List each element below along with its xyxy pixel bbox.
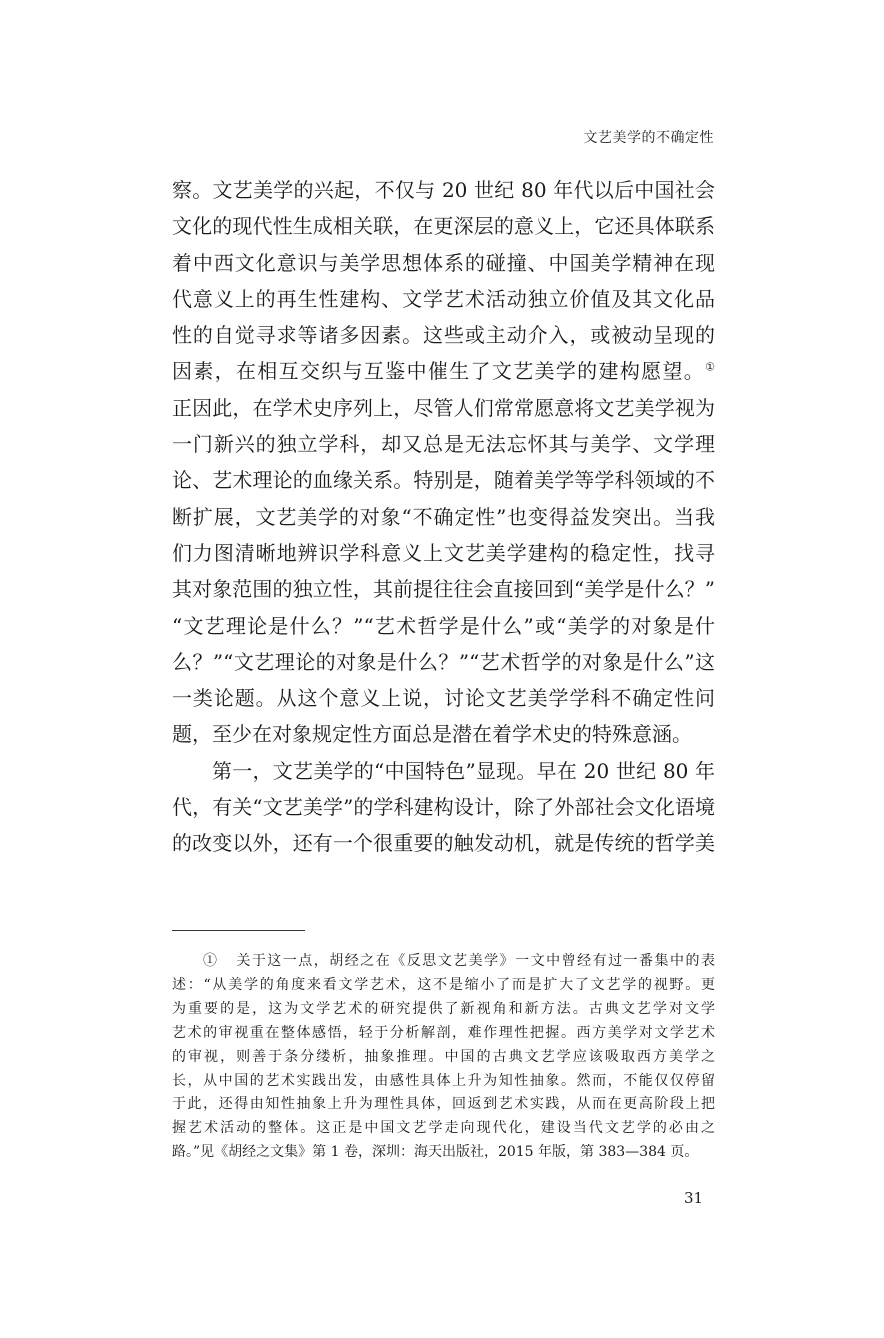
footnote-line: 艺术的审视重在整体感悟，轻于分析解剖，难作理性把握。西方美学对文学艺术 <box>172 1024 715 1041</box>
body-line: 题，至少在对象规定性方面总是潜在着学术史的特殊意涵。 <box>172 722 692 747</box>
footnote-line: 长，从中国的艺术实践出发，由感性具体上升为知性抽象。然而，不能仅仅停留 <box>172 1072 715 1089</box>
body-text <box>172 172 715 862</box>
footnote-line: 的审视，则善于条分缕析，抽象推理。中国的古典文艺学应该吸取西方美学之 <box>172 1048 715 1065</box>
footnote-line <box>172 950 715 974</box>
body-line: 性的自觉寻求等诸多因素。这些或主动介入，或被动呈现的 <box>172 323 715 348</box>
footnote-line: 述：“从美学的角度来看文学艺术，这不是缩小了而是扩大了文艺学的视野。更 <box>172 976 715 993</box>
footnote-line: 于此，还得由知性抽象上升为理性具体，回返到艺术实践，从而在更高阶段上把 <box>172 1096 715 1113</box>
body-line-text: 因素，在相互交织与互鉴中催生了文艺美学的建构愿望。 <box>172 359 706 384</box>
footnote-marker: ① <box>203 953 219 969</box>
footnote-line: 握艺术活动的整体。这正是中国文艺学走向现代化，建设当代文艺学的必由之 <box>172 1120 715 1137</box>
footnote-separator <box>172 930 305 931</box>
body-line: “文艺理论是什么？”“艺术哲学是什么”或“美学的对象是什 <box>172 613 715 638</box>
running-header: 文艺美学的不确定性 <box>583 130 714 146</box>
body-line: 代，有关“文艺美学”的学科建构设计，除了外部社会文化语境 <box>172 795 715 820</box>
footnote-line: 为重要的是，这为文学艺术的研究提供了新视角和新方法。古典文艺学对文学 <box>172 1000 715 1017</box>
page-number: 31 <box>684 1189 704 1207</box>
body-line: 察。文艺美学的兴起，不仅与 20 世纪 80 年代以后中国社会 <box>172 178 715 202</box>
body-line: 断扩展，文艺美学的对象“不确定性”也变得益发突出。当我 <box>172 504 715 529</box>
body-line: 正因此，在学术史序列上，尽管人们常常愿意将文艺美学视为 <box>172 395 715 420</box>
body-line-with-footnote-ref <box>172 353 715 389</box>
footnote-text: 关于这一点，胡经之在《反思文艺美学》一文中曾经有过一番集中的表 <box>236 953 716 969</box>
body-line: 么？”“文艺理论的对象是什么？”“艺术哲学的对象是什么”这 <box>172 649 715 674</box>
body-line: 其对象范围的独立性，其前提往往会直接回到“美学是什么？” <box>172 577 715 602</box>
body-line: 文化的现代性生成相关联，在更深层的意义上，它还具体联系 <box>172 214 715 239</box>
body-line: 代意义上的再生性建构、文学艺术活动独立价值及其文化品 <box>172 286 715 311</box>
body-line: 们力图清晰地辨识学科意义上文艺美学建构的稳定性，找寻 <box>172 540 715 565</box>
body-line: 一类论题。从这个意义上说，讨论文艺美学学科不确定性问 <box>172 686 715 711</box>
body-line: 着中西文化意识与美学思想体系的碰撞、中国美学精神在现 <box>172 250 715 275</box>
footnote-reference[interactable]: ① <box>705 360 715 374</box>
body-line: 的改变以外，还有一个很重要的触发动机，就是传统的哲学美 <box>172 831 715 856</box>
footnote-line: 路。”见《胡经之文集》第 1 卷，深圳：海天出版社，2015 年版，第 383—384 页。 <box>172 1144 699 1161</box>
footnote <box>172 950 715 1165</box>
body-line-paragraph-start: 第一，文艺美学的“中国特色”显现。早在 20 世纪 80 年 <box>212 758 715 783</box>
body-line: 一门新兴的独立学科，却又总是无法忘怀其与美学、文学理 <box>172 432 715 457</box>
body-line: 论、艺术理论的血缘关系。特别是，随着美学等学科领域的不 <box>172 468 715 493</box>
